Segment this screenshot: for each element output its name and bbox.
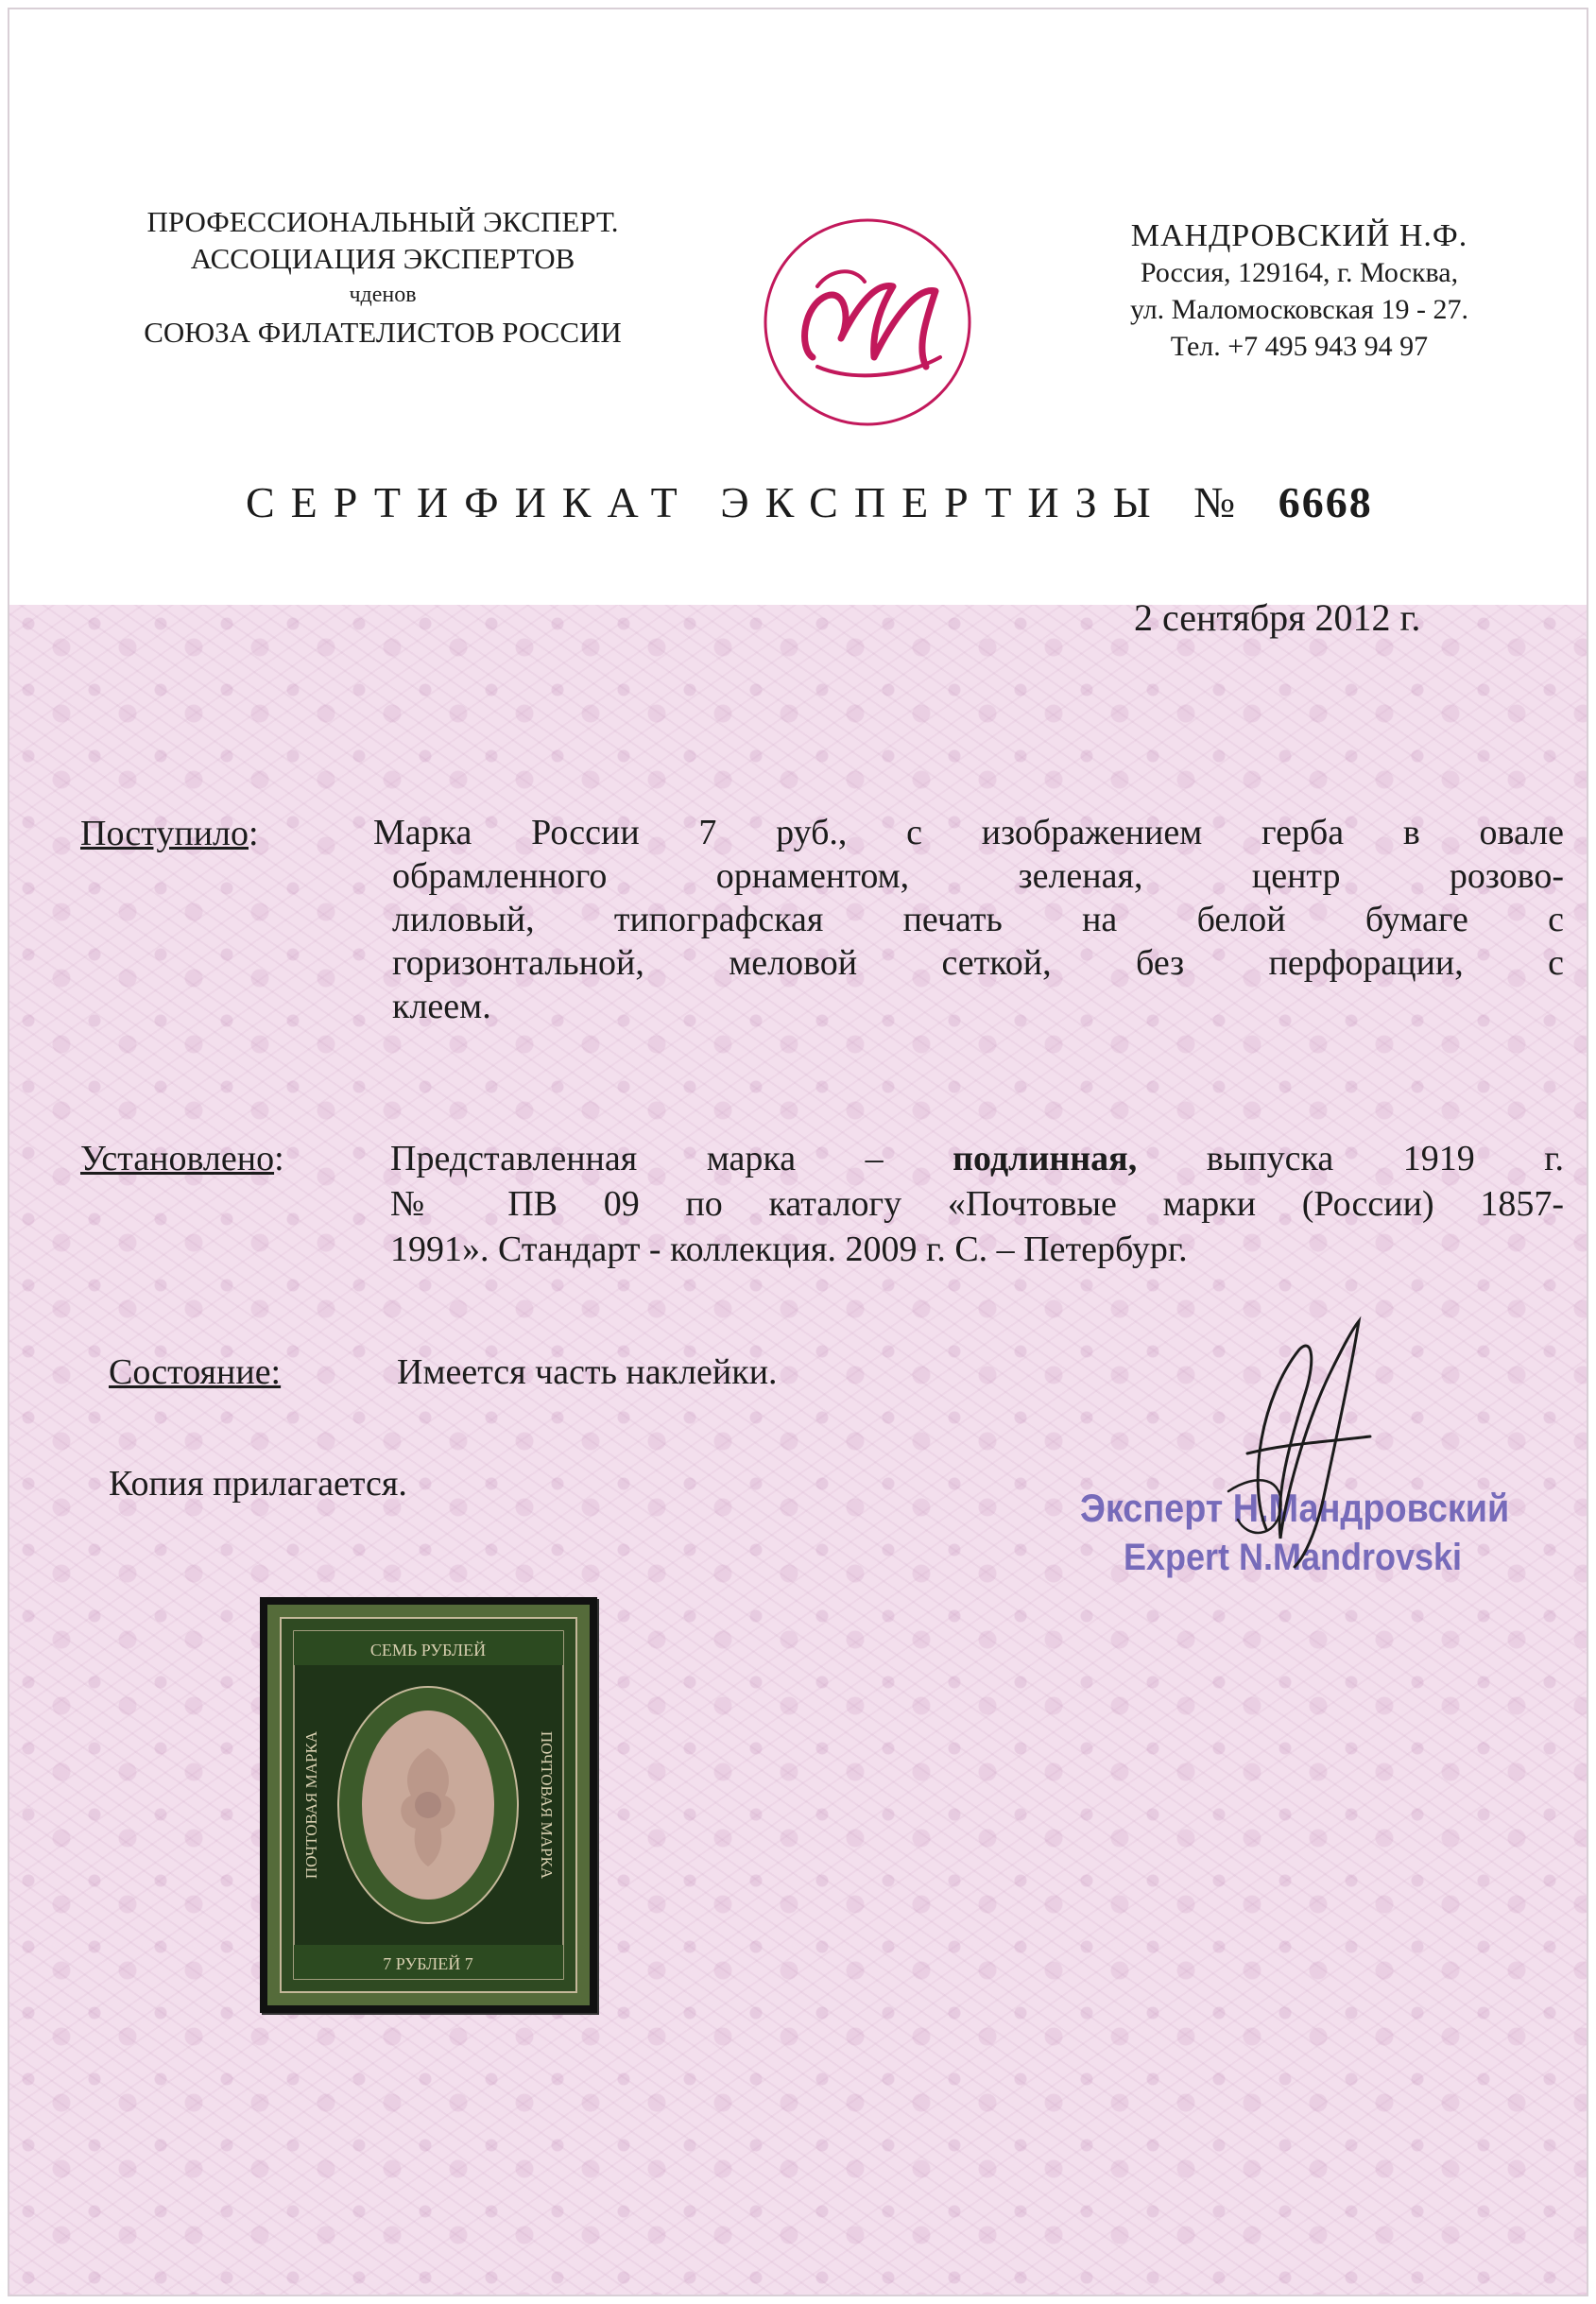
condition-text: Имеется часть наклейки. — [397, 1352, 778, 1392]
expert-name: МАНДРОВСКИЙ Н.Ф. — [1130, 218, 1468, 253]
received-line-4: горизонтальной, меловой сеткой, без перфорации, с — [392, 943, 1564, 983]
received-line-5: клеем. — [392, 987, 491, 1026]
header-organization — [66, 203, 699, 351]
header-expert-contacts — [1063, 217, 1536, 365]
established-label-wrap — [80, 1138, 284, 1179]
expert-street: ул. Маломосковская 19 - 27. — [1130, 294, 1468, 325]
certificate-page — [8, 8, 1588, 2296]
authentic-verdict: подлинная, — [952, 1139, 1138, 1178]
certificate-title — [246, 477, 1474, 527]
received-label-wrap — [80, 813, 259, 854]
established-line-1-end: выпуска 1919 г. — [1137, 1139, 1564, 1178]
stamp-line-en: Expert N.Mandrovski — [1123, 1537, 1463, 1578]
stamp-top-text: СЕМЬ РУБЛЕЙ — [369, 1641, 487, 1659]
certificate-number: 6668 — [1278, 478, 1373, 526]
postage-stamp-image — [260, 1597, 597, 2013]
handwritten-signature — [1210, 1312, 1380, 1576]
title-text: СЕРТИФИКАТ ЭКСПЕРТИЗЫ № — [246, 478, 1252, 526]
established-text — [390, 1136, 1564, 1272]
established-line-3: 1991». Стандарт - коллекция. 2009 г. С. – Петербург. — [390, 1229, 1188, 1269]
received-first-line-wrap — [373, 811, 1564, 854]
copy-note: Копия прилагается. — [109, 1464, 407, 1504]
established-colon: : — [274, 1139, 284, 1178]
received-line-1: Марка России 7 руб., с изображением герба в овале — [373, 813, 1564, 852]
stamp-right-text: ПОЧТОВАЯ МАРКА — [538, 1730, 556, 1880]
established-label: Установлено — [80, 1139, 275, 1178]
stamp-illustration — [260, 1597, 597, 2013]
stamp-bottom-text: 7 РУБЛЕЙ 7 — [383, 1954, 473, 1973]
condition-label: Состояние: — [109, 1352, 282, 1392]
received-line-3: лиловый, типографская печать на белой бумаге с — [392, 900, 1564, 939]
org-line-4: СОЮЗА ФИЛАТЕЛИСТОВ РОССИИ — [144, 316, 622, 349]
expert-phone: Тел. +7 495 943 94 97 — [1170, 331, 1429, 362]
stamp-line-ru: Эксперт Н.Мандровский — [1080, 1486, 1510, 1530]
established-line-2: № ПВ 09 по каталогу «Почтовые марки (России) 1857- — [390, 1184, 1564, 1224]
org-line-3: чденов — [349, 283, 417, 307]
established-line-1-start: Представленная марка – — [390, 1139, 953, 1178]
received-colon: : — [249, 814, 259, 853]
received-label: Поступило — [80, 814, 249, 853]
received-line-2: обрамленного орнаментом, зеленая, центр розово- — [392, 856, 1564, 896]
received-description — [392, 854, 1564, 1028]
stamp-left-text: ПОЧТОВАЯ МАРКА — [302, 1730, 320, 1880]
org-line-1: ПРОФЕССИОНАЛЬНЫЙ ЭКСПЕРТ. — [146, 205, 619, 238]
expert-city: Россия, 129164, г. Москва, — [1140, 257, 1459, 288]
certificate-date: 2 сентября 2012 г. — [1134, 596, 1421, 639]
monogram-logo — [761, 215, 974, 429]
org-line-2: АССОЦИАЦИЯ ЭКСПЕРТОВ — [190, 242, 575, 275]
established-line-1 — [390, 1136, 1564, 1181]
